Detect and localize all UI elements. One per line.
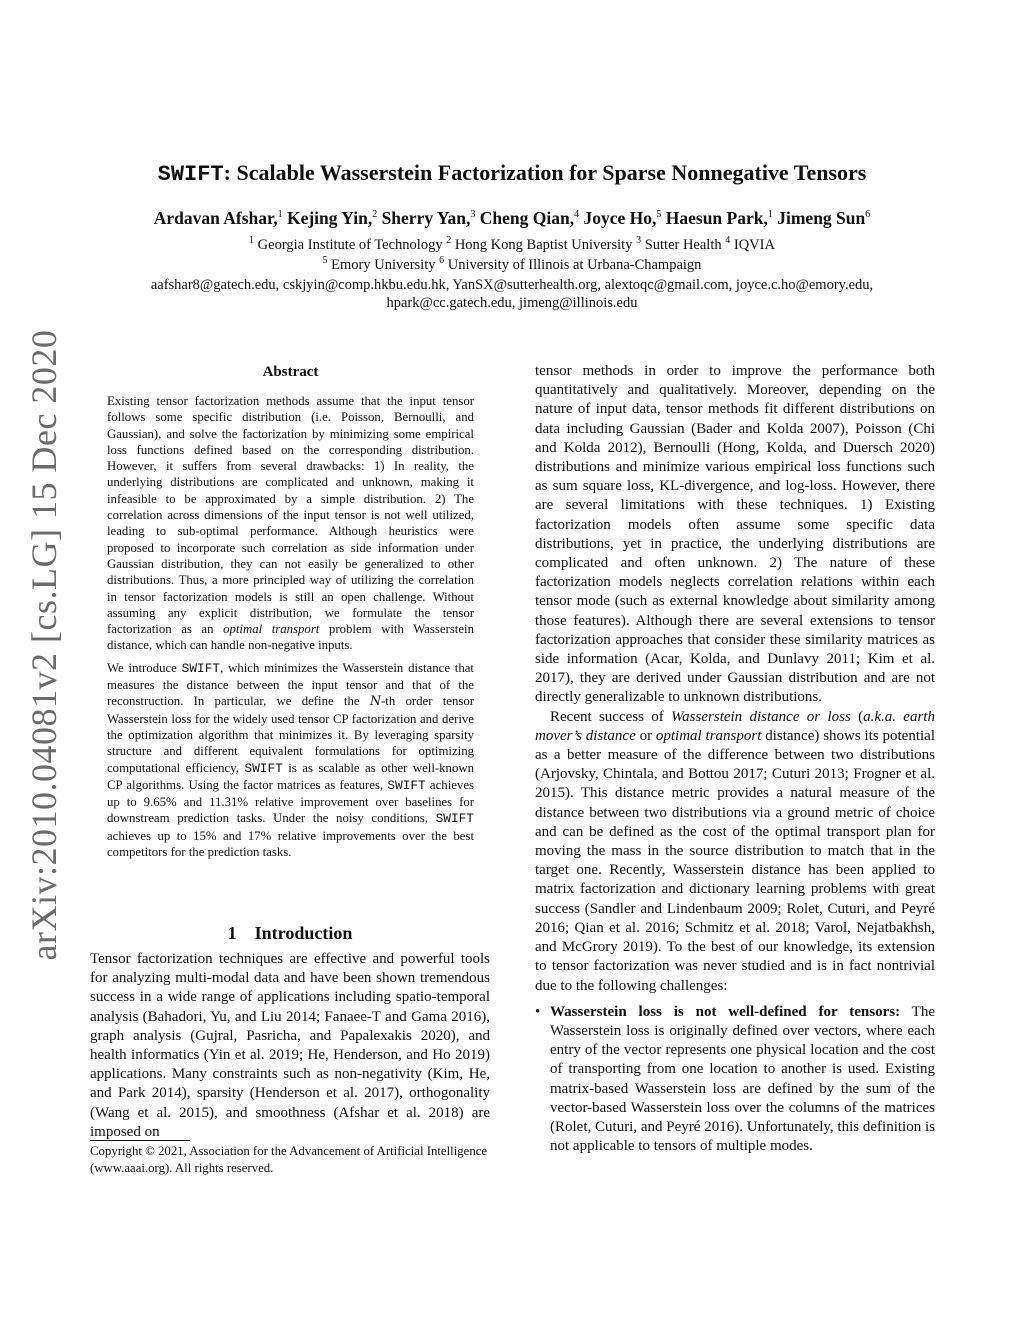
introduction-left-column: Tensor factorization techniques are effective and powerful tools for analyzing multi-modal data and have been shown tremendous success in a wide range of applications including spatio-temporal analysis (Bahadori, Yu, and Liu 2014; Fanaee-T and Gama 2016), graph analysis (Gujral, Pasricha, and Papalexakis 2020), and health informatics (Yin et al. 2019; He, Henderson, and Ho 2019) applications. Many constraints such as non-negativity (Kim, He, and Park 2014), sparsity (Henderson et al. 2017), orthogonality (Wang et al. 2015), and smoothness (Afshar et al. 2018) are imposed on (90, 951, 490, 1140)
right-paragraph-1: tensor methods in order to improve the performance both quantitatively and qualitatively. Moreover, depending on the nature of input data, tensor methods fit different distributions on data including Gaussian (Bader and Kolda 2007), Poisson (Chi and Kolda 2012), Bernoulli (Hong, Kolda, and Duersch 2020) distributions and minimize various empirical loss functions such as sum square loss, KL-divergence, and log-loss. However, there are several limitations with these techniques. 1) Existing factorization models often assume some specific data distributions, yet in practice, the underlying distributions are complicated and often unknown. 2) The nature of these factorization models neglects correlation relations within each tensor mode (such as external knowledge about similarity among those features). Although there are several extensions to tensor factorization approaches that consider these similarity matrices as side information (Acar, Kolda, and Dunlavy 2011; Kim et al. 2017), they are derived under Gaussian distribution and are not directly generalizable to unknown distributions. (535, 363, 935, 706)
author: Ardavan Afshar,$^1$ (153, 208, 283, 228)
affiliation-line-2: $^5$ Emory University $^6$ University of Illinois at Urbana-Champaign (322, 255, 702, 273)
author: Kejing Yin,$^2$ (286, 208, 378, 228)
author: Jimeng Sun$^6$ (777, 208, 871, 228)
arxiv-sidebar (14, 329, 74, 961)
author: Cheng Qian,$^4$ (479, 208, 580, 228)
author: Haesun Park,$^1$ (665, 208, 773, 228)
author: Joyce Ho,$^5$ (583, 208, 662, 228)
right-paragraph-2: Recent success of Wasserstein distance or loss (a.k.a. earth mover’s distance or optimal transport distance) shows its potential as a better measure of the difference between two distributions (Arjovsky, Chintala, and Bottou 2017; Cuturi 2013; Frogner et al. 2015). This distance metric provides a natural measure of the distance between two distributions via a ground metric of choice and can be defined as the cost of the optimal transport plan for moving the mass in the source distribution to match that in the target one. Recently, Wasserstein distance has been applied to matrix factorization and dictionary learning problems with great success (Sandler and Lindenbaum 2009; Rolet, Cuturi, and Peyré 2016; Qian et al. 2016; Schmitz et al. 2018; Varol, Nejatbakhsh, and McGrory 2019). To the best of our knowledge, its extension to tensor factorization was never studied and is in fact nontrivial due to the following challenges: (535, 708, 935, 994)
footnote-rule (90, 1140, 190, 1141)
abstract-paragraph-2: We introduce SWIFT, which minimizes the Wasserstein distance that measures the distance between the input tensor and that of the reconstruction. In particular, we define the N-th order tensor Wasserstein loss for the widely used tensor CP factorization and derive the optimization algorithm that minimizes it. By leveraging sparsity structure and different equivalent formulations for optimizing computational efficiency, SWIFT is as scalable as other well-known CP algorithms. Using the factor matrices as features, SWIFT achieves up to 9.65% and 11.31% relative improvement over baselines for downstream prediction tasks. Under the noisy conditions, SWIFT achieves up to 15% and 17% relative improvements over the best competitors for the prediction tasks. (107, 660, 475, 860)
author: Sherry Yan,$^3$ (381, 208, 476, 228)
section-heading-introduction: 1 Introduction (227, 923, 353, 943)
challenge-bullet (535, 1003, 935, 1157)
bullet-text: Wasserstein loss is not well-defined for tensors: The Wasserstein loss is originally defined over vectors, where each entry of the vector represents one physical location and the cost of transporting from one location to another is used. Existing matrix-based Wasserstein loss are defined by the sum of the vector-based Wasserstein loss over the columns of the matrices (Rolet, Cuturi, and Peyré 2016). Unfortunately, this definition is not applicable to tensors of multiple modes. (550, 1003, 935, 1155)
affiliation-line-1: $^1$ Georgia Institute of Technology $^2$ Hong Kong Baptist University $^3$ Sutter Health $^4$ IQVIA (249, 235, 775, 253)
copyright-notice: Copyright © 2021, Association for the Advancement of Artificial Intelligence (www.aaai.org). All rights reserved. (90, 1144, 488, 1175)
paper-title (0, 160, 1024, 187)
title-code: SWIFT (157, 162, 224, 187)
abstract-paragraph-1: Existing tensor factorization methods assume that the input tensor follows some specific distribution (i.e. Poisson, Bernoulli, and Gaussian), and solve the factorization by minimizing some empirical loss functions defined based on the corresponding distribution. However, it suffers from several drawbacks: 1) In reality, the underlying distributions are complicated and unknown, making it infeasible to be approximated by a simple distribution. 2) The correlation across dimensions of the input tensor is not well utilized, leading to sub-optimal performance. Although heuristics were proposed to incorporate such correlation as side information under Gaussian distribution, they can not easily be generalized to other distributions. Thus, a more principled way of utilizing the correlation in tensor factorization models is still an open challenge. Without assuming any explicit distribution, we formulate the tensor factorization as an optimal transport problem with Wasserstein distance, which can handle non-negative inputs. (107, 394, 474, 653)
bullet-icon: • (535, 1003, 541, 1020)
title-text: : Scalable Wasserstein Factorization for Sparse Nonnegative Tensors (223, 160, 867, 185)
arxiv-identifier: arXiv:2010.04081v2 [cs.LG] 15 Dec 2020 (24, 329, 64, 961)
author-list (0, 208, 1024, 229)
abstract-body (107, 393, 474, 860)
abstract-heading: Abstract (262, 364, 319, 380)
introduction-right-column (535, 362, 935, 1156)
author-emails-line-1: aafshar8@gatech.edu, cskjyin@comp.hkbu.edu.hk, YanSX@sutterhealth.org, alextoqc@gmail.com, joyce.c.ho@emory.edu, (150, 277, 874, 293)
author-emails-line-2: hpark@cc.gatech.edu, jimeng@illinois.edu (386, 295, 638, 311)
